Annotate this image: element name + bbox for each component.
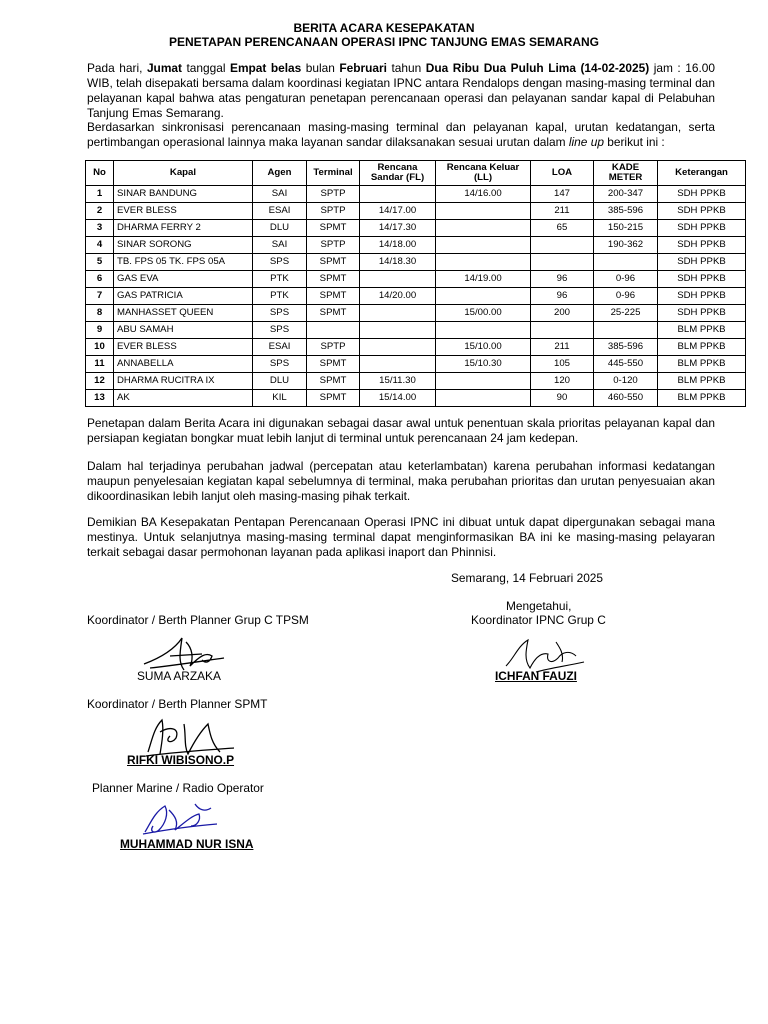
cell-kade: 0-96 [594, 271, 658, 288]
table-row [86, 339, 746, 356]
cell-keterangan: BLM PPKB [658, 373, 746, 390]
cell-loa: 120 [531, 373, 594, 390]
document-title: BERITA ACARA KESEPAKATAN [293, 21, 475, 35]
right-signer-role: Koordinator IPNC Grup C [471, 613, 606, 627]
cell-loa: 96 [531, 288, 594, 305]
intro-text: tahun [386, 61, 426, 75]
mengetahui-label: Mengetahui, [506, 599, 572, 613]
table-row [86, 356, 746, 373]
cell-sandar: 15/14.00 [360, 390, 436, 407]
left-signer3-role: Planner Marine / Radio Operator [92, 781, 264, 795]
right-signer-name: ICHFAN FAUZI [495, 669, 577, 683]
cell-no: 3 [86, 220, 114, 237]
cell-sandar [360, 305, 436, 322]
cell-keluar: 15/00.00 [436, 305, 531, 322]
cell-keterangan: SDH PPKB [658, 254, 746, 271]
intro-text: bulan [301, 61, 340, 75]
table-row [86, 322, 746, 339]
cell-keluar [436, 288, 531, 305]
cell-terminal: SPMT [307, 220, 360, 237]
cell-keterangan: SDH PPKB [658, 186, 746, 203]
cell-agen: SPS [253, 305, 307, 322]
col-terminal: Terminal [307, 161, 360, 186]
cell-kapal: ABU SAMAH [114, 322, 253, 339]
left-signer2-role: Koordinator / Berth Planner SPMT [87, 697, 268, 711]
cell-loa: 65 [531, 220, 594, 237]
cell-loa [531, 322, 594, 339]
cell-agen: PTK [253, 271, 307, 288]
cell-loa: 211 [531, 339, 594, 356]
cell-no: 6 [86, 271, 114, 288]
cell-kade: 200-347 [594, 186, 658, 203]
cell-keluar: 15/10.30 [436, 356, 531, 373]
left-signer1-role: Koordinator / Berth Planner Grup C TPSM [87, 613, 309, 627]
cell-agen: SPS [253, 322, 307, 339]
table-row [86, 254, 746, 271]
col-rencana-keluar: Rencana Keluar (LL) [436, 161, 531, 186]
table-row [86, 203, 746, 220]
intro-day: Jumat [146, 61, 182, 75]
cell-kade: 385-596 [594, 339, 658, 356]
cell-no: 13 [86, 390, 114, 407]
cell-kade: 25-225 [594, 305, 658, 322]
lineup-intro-text: berikut ini : [603, 135, 665, 149]
table-row [86, 237, 746, 254]
cell-keterangan: BLM PPKB [658, 390, 746, 407]
cell-terminal: SPTP [307, 237, 360, 254]
cell-agen: SAI [253, 237, 307, 254]
cell-keluar [436, 220, 531, 237]
cell-terminal: SPMT [307, 288, 360, 305]
cell-sandar [360, 322, 436, 339]
cell-loa: 105 [531, 356, 594, 373]
table-row [86, 390, 746, 407]
cell-keluar [436, 254, 531, 271]
col-kapal: Kapal [114, 161, 253, 186]
cell-sandar [360, 271, 436, 288]
cell-loa [531, 254, 594, 271]
cell-sandar [360, 356, 436, 373]
cell-kapal: DHARMA RUCITRA IX [114, 373, 253, 390]
cell-keterangan: BLM PPKB [658, 322, 746, 339]
closing-paragraph-3: Demikian BA Kesepakatan Pentapan Perencanaan Operasi IPNC ini dibuat untuk dapat dipergunakan sebagai mana mestinya. Untuk selanjutnya masing-masing terminal dapat menginformasikan BA ini ke masing-masing pelayaran terkait sebagai dasar permohonan layanan pada aplikasi inaport dan Phinnisi. [87, 515, 715, 559]
left-signer2-name: RIFKI WIBISONO.P [127, 753, 235, 767]
cell-keluar [436, 203, 531, 220]
lineup-intro-paragraph [87, 120, 715, 150]
cell-kade [594, 254, 658, 271]
cell-kapal: ANNABELLA [114, 356, 253, 373]
intro-month: Februari [339, 61, 387, 75]
cell-agen: SPS [253, 254, 307, 271]
cell-keluar: 15/10.00 [436, 339, 531, 356]
cell-kapal: DHARMA FERRY 2 [114, 220, 253, 237]
cell-kade: 445-550 [594, 356, 658, 373]
cell-keluar [436, 373, 531, 390]
closing-paragraph-1: Penetapan dalam Berita Acara ini digunakan sebagai dasar awal untuk penentuan skala prioritas pelayanan kapal dan persiapan kegiatan bongkar muat lebih lanjut di terminal untuk perencanaan 24 jam kedepan. [87, 416, 715, 445]
cell-keterangan: BLM PPKB [658, 356, 746, 373]
cell-keluar: 14/16.00 [436, 186, 531, 203]
cell-no: 11 [86, 356, 114, 373]
cell-terminal: SPMT [307, 271, 360, 288]
cell-kapal: SINAR SORONG [114, 237, 253, 254]
cell-keterangan: SDH PPKB [658, 203, 746, 220]
cell-terminal [307, 322, 360, 339]
cell-sandar: 14/17.00 [360, 203, 436, 220]
lineup-intro-text: Berdasarkan sinkronisasi perencanaan masing-masing terminal dan pelayanan kapal, urutan kedatangan, serta pertimbangan operasional lainnya maka layanan sandar dilaksanakan sesuai urutan dalam [87, 120, 715, 149]
cell-sandar [360, 339, 436, 356]
table-row [86, 220, 746, 237]
cell-kade: 0-96 [594, 288, 658, 305]
cell-kade: 385-596 [594, 203, 658, 220]
table-row [86, 271, 746, 288]
cell-terminal: SPTP [307, 203, 360, 220]
cell-no: 1 [86, 186, 114, 203]
table-header-row [86, 161, 746, 186]
document-subtitle: PENETAPAN PERENCANAAN OPERASI IPNC TANJUNG EMAS SEMARANG [168, 35, 600, 49]
cell-kapal: SINAR BANDUNG [114, 186, 253, 203]
cell-agen: SAI [253, 186, 307, 203]
cell-agen: ESAI [253, 339, 307, 356]
cell-no: 10 [86, 339, 114, 356]
cell-loa: 211 [531, 203, 594, 220]
col-kade-meter: KADE METER [594, 161, 658, 186]
cell-sandar: 14/18.00 [360, 237, 436, 254]
cell-agen: DLU [253, 220, 307, 237]
cell-kade: 0-120 [594, 373, 658, 390]
table-row [86, 305, 746, 322]
cell-kapal: GAS PATRICIA [114, 288, 253, 305]
cell-sandar: 15/11.30 [360, 373, 436, 390]
cell-terminal: SPMT [307, 254, 360, 271]
intro-text: tanggal [181, 61, 231, 75]
cell-loa [531, 237, 594, 254]
cell-agen: DLU [253, 373, 307, 390]
col-rencana-sandar: Rencana Sandar (FL) [360, 161, 436, 186]
cell-keterangan: SDH PPKB [658, 237, 746, 254]
cell-sandar [360, 186, 436, 203]
cell-kapal: MANHASSET QUEEN [114, 305, 253, 322]
signature-muhammad-nur-isna [135, 796, 225, 842]
left-signer1-name: SUMA ARZAKA [137, 669, 221, 683]
left-signer3-name: MUHAMMAD NUR ISNA [120, 837, 254, 851]
cell-kapal: TB. FPS 05 TK. FPS 05A [114, 254, 253, 271]
table-row [86, 288, 746, 305]
cell-no: 4 [86, 237, 114, 254]
cell-loa: 96 [531, 271, 594, 288]
col-agen: Agen [253, 161, 307, 186]
cell-no: 9 [86, 322, 114, 339]
cell-no: 12 [86, 373, 114, 390]
intro-text: Pada hari, [87, 61, 147, 75]
table-row [86, 186, 746, 203]
cell-agen: KIL [253, 390, 307, 407]
cell-terminal: SPMT [307, 390, 360, 407]
col-no: No [86, 161, 114, 186]
cell-no: 8 [86, 305, 114, 322]
intro-date: Empat belas [230, 61, 302, 75]
cell-terminal: SPTP [307, 339, 360, 356]
place-date: Semarang, 14 Februari 2025 [451, 571, 604, 585]
cell-keluar [436, 322, 531, 339]
cell-loa: 90 [531, 390, 594, 407]
cell-kade [594, 322, 658, 339]
cell-agen: PTK [253, 288, 307, 305]
lineup-italic: line up [568, 135, 604, 149]
cell-sandar: 14/18.30 [360, 254, 436, 271]
intro-year: Dua Ribu Dua Puluh Lima (14-02-2025) [425, 61, 650, 75]
cell-kapal: AK [114, 390, 253, 407]
cell-keterangan: BLM PPKB [658, 339, 746, 356]
cell-keterangan: SDH PPKB [658, 305, 746, 322]
cell-terminal: SPMT [307, 305, 360, 322]
cell-keluar [436, 390, 531, 407]
cell-loa: 200 [531, 305, 594, 322]
cell-keluar [436, 237, 531, 254]
cell-kade: 460-550 [594, 390, 658, 407]
cell-kapal: GAS EVA [114, 271, 253, 288]
intro-text: jam : 16.00 WIB, telah disepakati bersama dalam koordinasi kegiatan IPNC antara Rendalops dengan masing-masing terminal dan pelayanan kapal bahwa atas pengaturan penetapan perencanaan operasi dan pelayanan sandar kapal di Pelabuhan Tanjung Emas Semarang. [87, 61, 715, 120]
cell-agen: ESAI [253, 203, 307, 220]
cell-sandar: 14/20.00 [360, 288, 436, 305]
table-row [86, 373, 746, 390]
cell-kapal: EVER BLESS [114, 339, 253, 356]
cell-agen: SPS [253, 356, 307, 373]
cell-no: 5 [86, 254, 114, 271]
cell-loa: 147 [531, 186, 594, 203]
signature-ichfan-fauzi [500, 632, 590, 674]
cell-no: 2 [86, 203, 114, 220]
cell-kade: 190-362 [594, 237, 658, 254]
cell-no: 7 [86, 288, 114, 305]
cell-terminal: SPMT [307, 373, 360, 390]
cell-terminal: SPMT [307, 356, 360, 373]
cell-keluar: 14/19.00 [436, 271, 531, 288]
cell-keterangan: SDH PPKB [658, 271, 746, 288]
cell-kapal: EVER BLESS [114, 203, 253, 220]
cell-keterangan: SDH PPKB [658, 220, 746, 237]
col-keterangan: Keterangan [658, 161, 746, 186]
lineup-table [85, 160, 746, 407]
closing-paragraph-2: Dalam hal terjadinya perubahan jadwal (percepatan atau keterlambatan) karena perubahan informasi kedatangan maupun penyelesaian kegiatan kapal sebelumnya di terminal, maka perubahan prioritas dan urutan penyesuaian akan dikoordinasikan lebih lanjut oleh masing-masing pihak terkait. [87, 459, 715, 503]
cell-kade: 150-215 [594, 220, 658, 237]
cell-terminal: SPTP [307, 186, 360, 203]
cell-keterangan: SDH PPKB [658, 288, 746, 305]
col-loa: LOA [531, 161, 594, 186]
intro-paragraph [87, 61, 715, 121]
cell-sandar: 14/17.30 [360, 220, 436, 237]
